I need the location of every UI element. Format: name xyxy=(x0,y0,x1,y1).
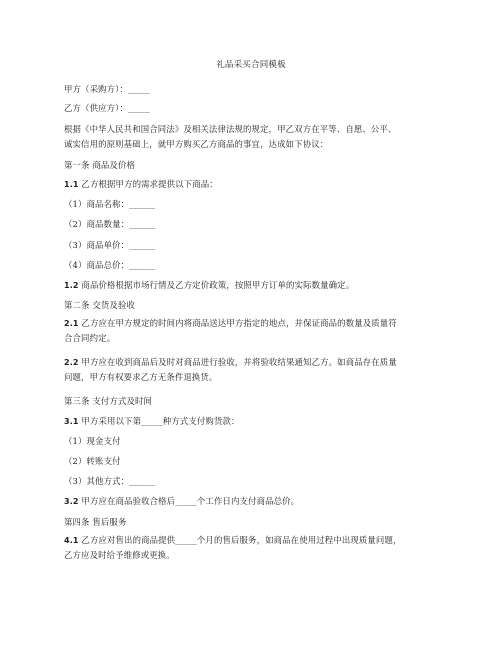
clause-text: 商品价格根据市场行情及乙方定价政策，按照甲方订单的实际数量确定。 xyxy=(78,280,355,290)
clause-3-2 xyxy=(64,496,299,507)
list-item-transfer-payment: （2）转账支付 xyxy=(64,456,121,466)
clause-number: 3.1 xyxy=(64,417,79,426)
list-item-goods-quantity: （2）商品数量：______ xyxy=(64,219,156,229)
clause-text: 甲方应在收到商品后及时对商品进行验收，并将验收结果通知乙方。如商品存在质量 xyxy=(78,357,397,367)
intro-paragraph xyxy=(64,122,440,152)
clause-line: 乙方应及时给予维修或更换。 xyxy=(64,550,175,560)
article-2-heading: 第二条 交货及验收 xyxy=(64,300,136,310)
clause-1-2 xyxy=(64,280,354,291)
article-4-heading: 第四条 售后服务 xyxy=(64,517,127,527)
list-item-cash-payment: （1）现金支付 xyxy=(64,436,121,446)
clause-line xyxy=(64,355,440,370)
list-item-goods-name: （1）商品名称：______ xyxy=(64,199,156,209)
clause-4-1 xyxy=(64,533,440,563)
clause-number: 1.1 xyxy=(64,180,79,189)
clause-line xyxy=(64,533,440,548)
clause-text: 甲方采用以下第_____种方式支付购货款： xyxy=(78,416,240,426)
clause-2-1 xyxy=(64,316,440,346)
clause-number: 3.2 xyxy=(64,497,79,506)
clause-number: 1.2 xyxy=(64,281,79,290)
document-title: 礼品采买合同模板 xyxy=(216,60,286,70)
list-item-goods-unit-price: （3）商品单价：______ xyxy=(64,240,156,250)
clause-text: 甲方应在商品验收合格后_____个工作日内支付商品总价。 xyxy=(78,496,300,506)
clause-text: 乙方应在甲方规定的时间内将商品送达甲方指定的地点，并保证商品的数量及质量符 xyxy=(78,318,397,328)
list-item-goods-total-price: （4）商品总价：______ xyxy=(64,260,156,270)
clause-text: 乙方根据甲方的需求提供以下商品： xyxy=(78,179,218,189)
article-1-heading: 第一条 商品及价格 xyxy=(64,160,136,170)
intro-line-2: 诚实信用的原则基础上，就甲方购买乙方商品的事宜，达成如下协议： xyxy=(64,139,329,149)
clause-number: 4.1 xyxy=(64,536,79,545)
party-a-line: 甲方（采购方）：_____ xyxy=(64,84,150,94)
clause-line xyxy=(64,316,440,331)
intro-line-1: 根据《中华人民共和国合同法》及相关法律法规的规定，甲乙双方在平等、自愿、公平、 xyxy=(64,124,397,134)
article-3-heading: 第三条 支付方式及时间 xyxy=(64,396,153,406)
clause-text: 乙方应对售出的商品提供_____个月的售后服务，如商品在使用过程中出现质量问题， xyxy=(78,535,402,545)
clause-number: 2.2 xyxy=(64,358,79,367)
clause-line: 合合同约定。 xyxy=(64,333,116,343)
clause-number: 2.1 xyxy=(64,319,79,328)
party-b-line: 乙方（供应方）：_____ xyxy=(64,103,150,113)
clause-2-2 xyxy=(64,355,440,385)
clause-1-1 xyxy=(64,179,218,190)
clause-3-1 xyxy=(64,416,240,427)
clause-line: 问题，甲方有权要求乙方无条件退换货。 xyxy=(64,372,218,382)
list-item-other-payment: （3）其他方式：______ xyxy=(64,476,156,486)
